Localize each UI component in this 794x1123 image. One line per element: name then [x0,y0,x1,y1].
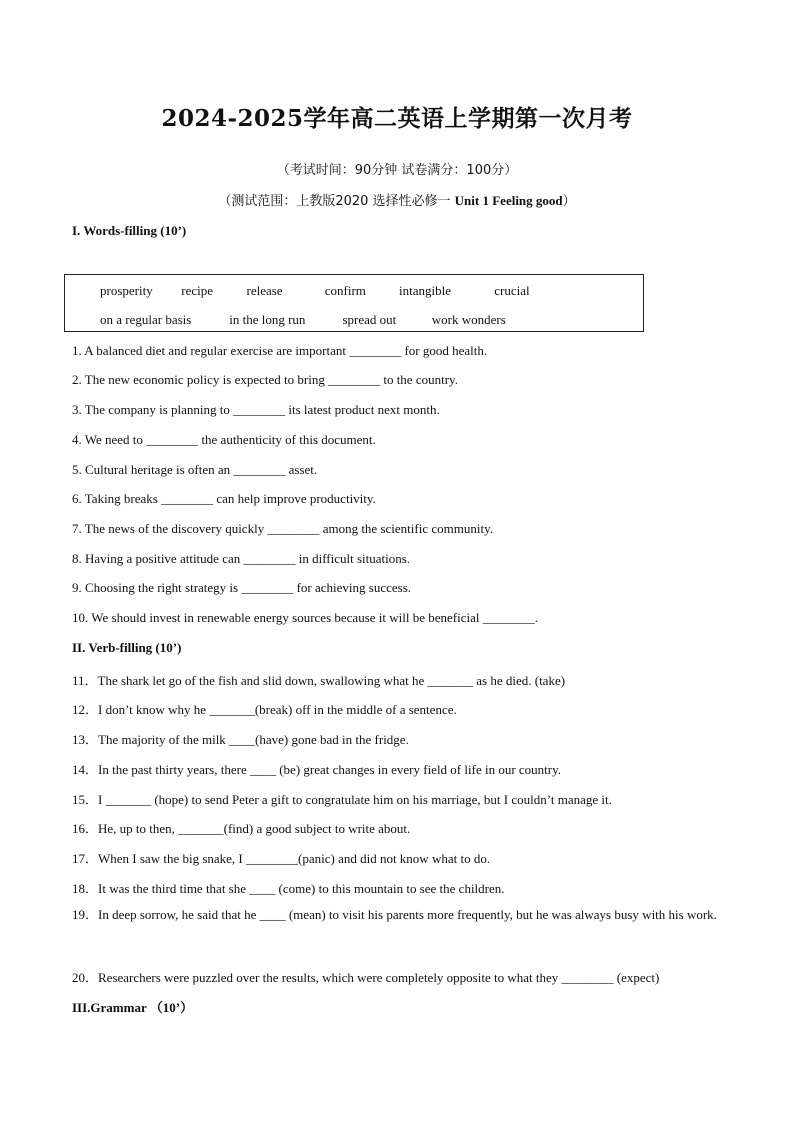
question-2: 2. The new economic policy is expected to bring ________ to the country. [72,372,458,387]
word-bank-item: in the long run [229,312,306,327]
question-18: 18．It was the third time that she ____ (come) to this mountain to see the children. [72,881,505,896]
question-1: 1. A balanced diet and regular exercise are important ________ for good health. [72,343,488,358]
question-16: 16．He, up to then, _______(find) a good subject to write about. [72,821,411,836]
page-title: 2024-2025学年高二英语上学期第一次月考 [161,105,633,132]
scope-unit: Unit 1 Feeling good [454,193,563,208]
section-2-heading: II. Verb-filling (10’) [72,640,182,655]
question-9: 9. Choosing the right strategy is ________ for achieving success. [72,580,412,595]
question-10: 10. We should invest in renewable energy sources because it will be beneficial ________. [72,610,538,625]
section-1-heading: I. Words-filling (10’) [72,223,187,238]
question-12: 12．I don’t know why he _______(break) off in the middle of a sentence. [72,702,457,717]
word-bank-item: intangible [399,283,451,298]
question-8: 8. Having a positive attitude can ________ in difficult situations. [72,551,411,566]
question-15: 15．I _______ (hope) to send Peter a gift to congratulate him on his marriage, but I couldn’t manage it. [72,792,612,807]
question-19: 19．In deep sorrow, he said that he ____ (mean) to visit his parents more frequently, but he was always busy with his work. [72,907,717,922]
question-20: 20．Researchers were puzzled over the results, which were completely opposite to what they ________ (expect) [72,970,660,985]
word-bank-item: spread out [342,312,397,327]
word-bank-item: recipe [181,283,214,298]
word-bank-item: confirm [324,283,366,298]
word-bank-item: on a regular basis [100,312,192,327]
word-bank-item: work wonders [431,312,506,327]
word-bank-row-1 [100,283,530,299]
word-bank-box [64,274,644,332]
question-13: 13．The majority of the milk ____(have) gone bad in the fridge. [72,732,409,747]
word-bank-item: prosperity [100,283,153,298]
question-5: 5. Cultural heritage is often an ________ asset. [72,462,318,477]
word-bank-item: crucial [494,283,530,298]
test-scope-info [0,190,794,209]
question-6: 6. Taking breaks ________ can help improve productivity. [72,491,376,506]
question-7: 7. The news of the discovery quickly ________ among the scientific community. [72,521,493,536]
question-4: 4. We need to ________ the authenticity of this document. [72,432,376,447]
exam-time-info: （考试时间：90分钟 试卷满分：100分） [276,163,518,178]
question-17: 17．When I saw the big snake, I ________(panic) and did not know what to do. [72,851,491,866]
section-3-heading: III.Grammar （10’） [72,1000,194,1015]
word-bank-item: release [246,283,283,298]
scope-suffix: ） [562,194,576,209]
scope-prefix: （测试范围：上教版2020 选择性必修一 [218,194,455,209]
question-14: 14．In the past thirty years, there ____ (be) great changes in every field of life in our country. [72,762,562,777]
question-11: 11．The shark let go of the fish and slid down, swallowing what he _______ as he died. (take) [72,673,566,688]
question-3: 3. The company is planning to ________ its latest product next month. [72,402,440,417]
word-bank-row-2 [100,312,506,328]
